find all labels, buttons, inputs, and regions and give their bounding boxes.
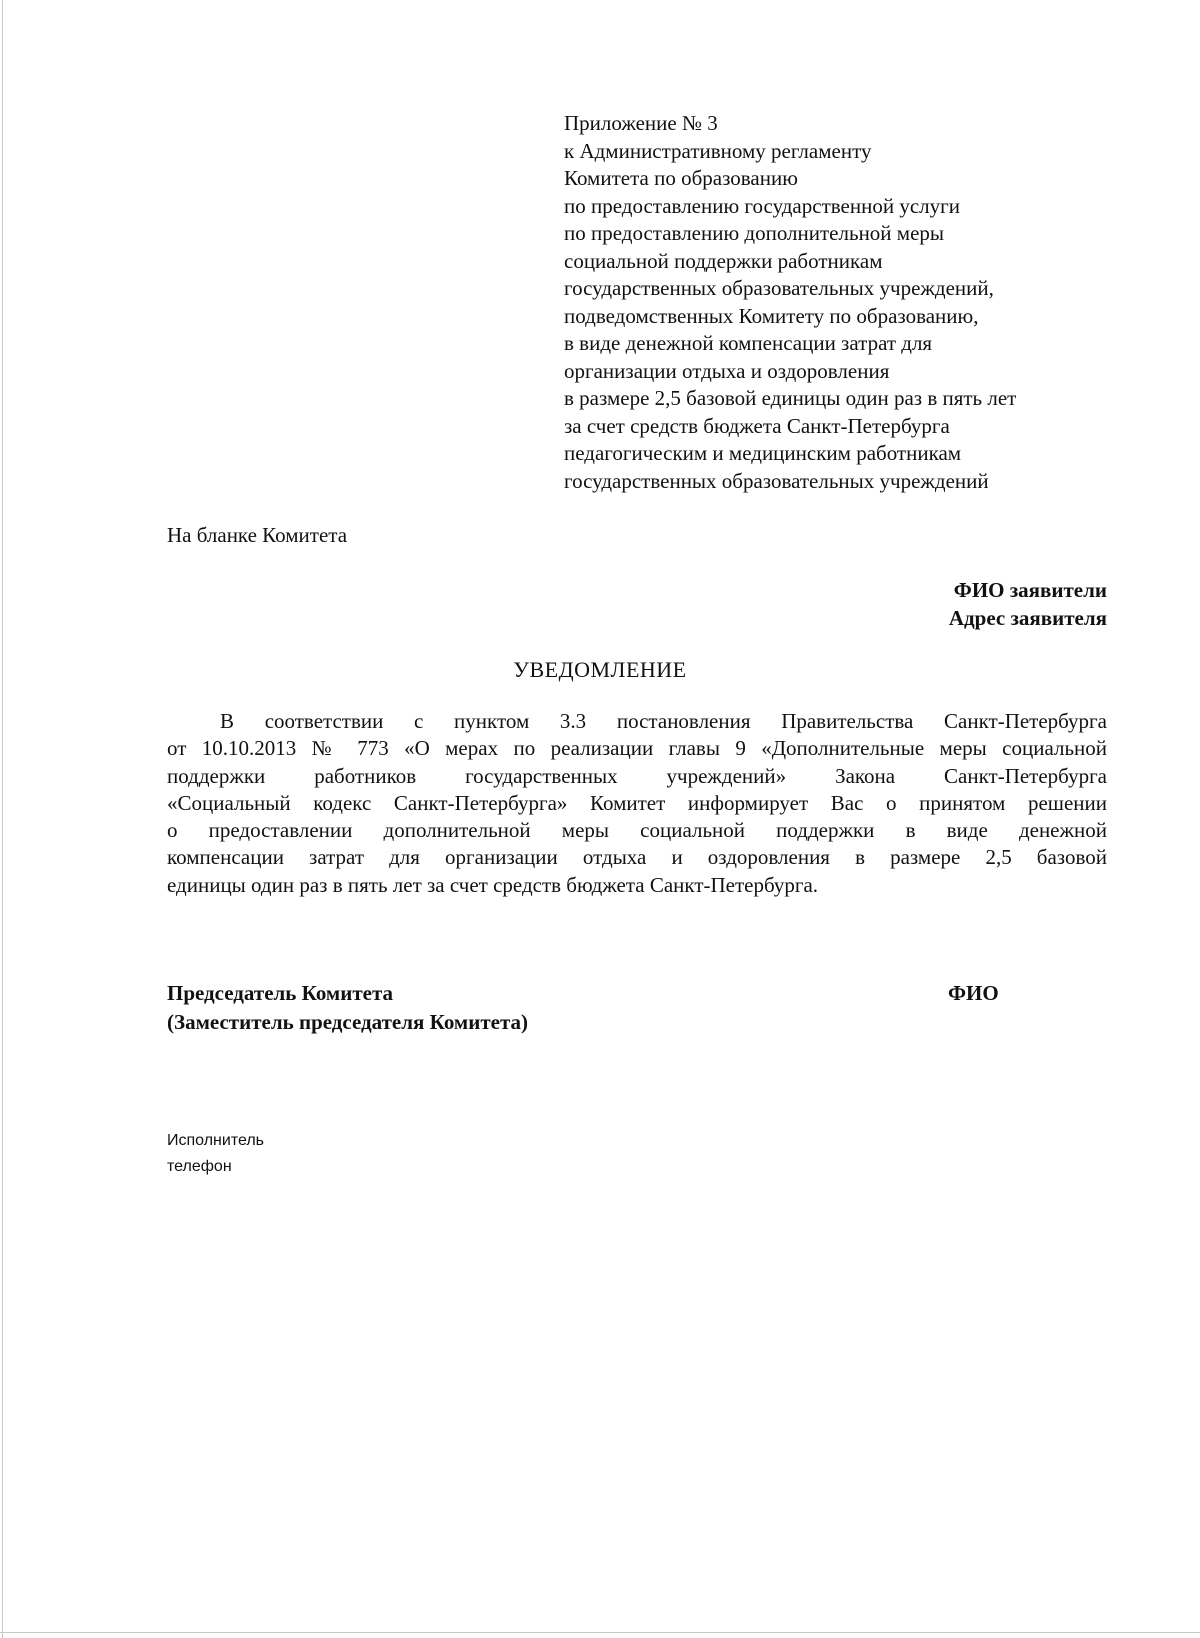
- recipient-block: [949, 576, 1107, 632]
- signer-deputy: (Заместитель председателя Комитета): [167, 1010, 529, 1034]
- document-title: УВЕДОМЛЕНИЕ: [513, 657, 687, 682]
- appendix-line: педагогическим и медицинским работникам: [564, 441, 962, 465]
- signer-block: [167, 979, 528, 1037]
- notification-body: [167, 708, 1107, 899]
- executor-phone: телефон: [167, 1158, 232, 1175]
- appendix-line: Приложение № 3: [564, 111, 718, 135]
- body-line: единицы один раз в пять лет за счет средств бюджета Санкт-Петербурга.: [167, 872, 819, 897]
- appendix-line: по предоставлению государственной услуги: [564, 193, 960, 218]
- appendix-line: государственных образовательных учреждений: [564, 468, 989, 493]
- appendix-line: за счет средств бюджета Санкт-Петербурга: [564, 413, 950, 438]
- appendix-line: государственных образовательных учреждений,: [564, 276, 994, 300]
- recipient-address: Адрес заявителя: [948, 606, 1107, 630]
- appendix-line: подведомственных Комитету по образованию,: [564, 303, 979, 328]
- appendix-line: организации отдыха и оздоровления: [564, 358, 890, 383]
- appendix-line: к Административному регламенту: [564, 138, 872, 163]
- executor-block: [167, 1128, 264, 1180]
- recipient-name: ФИО заявители: [953, 578, 1107, 602]
- signer-position: Председатель Комитета: [167, 981, 394, 1005]
- body-line: компенсации затрат для организации отдыха и оздоровления в размере 2,5 базовой: [167, 845, 1107, 870]
- appendix-line: социальной поддержки работникам: [564, 248, 883, 273]
- scan-edge-left: [2, 0, 3, 1638]
- letterhead-note: На бланке Комитета: [167, 523, 348, 547]
- executor-label: Исполнитель: [167, 1132, 265, 1149]
- scan-edge-bottom: [0, 1632, 1200, 1633]
- body-line: «Социальный кодекс Санкт-Петербурга» Комитет информирует Вас о принятом решении: [167, 790, 1107, 815]
- body-line: В соответствии с пунктом 3.3 постановления Правительства Санкт-Петербурга: [220, 709, 1107, 733]
- appendix-line: в размере 2,5 базовой единицы один раз в пять лет: [564, 386, 1017, 410]
- body-line: о предоставлении дополнительной меры социальной поддержки в виде денежной: [167, 818, 1107, 843]
- body-line: поддержки работников государственных учреждений» Закона Санкт-Петербурга: [167, 763, 1107, 788]
- appendix-line: по предоставлению дополнительной меры: [564, 221, 945, 245]
- appendix-header: [564, 110, 1124, 495]
- appendix-line: в виде денежной компенсации затрат для: [564, 331, 933, 355]
- appendix-line: Комитета по образованию: [564, 166, 798, 190]
- signer-name: ФИО: [948, 981, 999, 1005]
- body-line: от 10.10.2013 № 773 «О мерах по реализации главы 9 «Дополнительные меры социальной: [167, 736, 1107, 761]
